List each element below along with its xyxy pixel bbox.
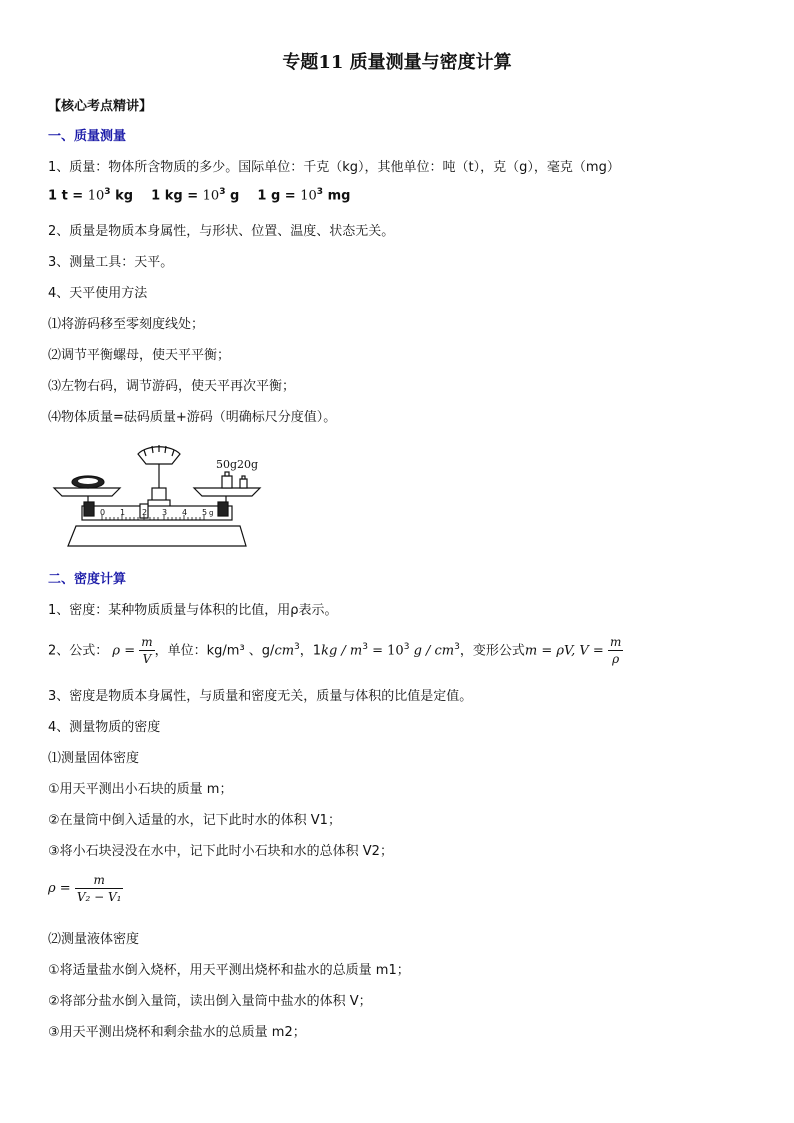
conv-t-base: 10 xyxy=(87,188,105,204)
formula-conv-c: = 10 xyxy=(372,643,404,659)
formula-fraction xyxy=(139,634,154,667)
conv-t: 1 t = xyxy=(48,188,84,204)
conv-t-unit: kg xyxy=(115,188,134,204)
formula-derived: ，变形公式 xyxy=(459,643,525,659)
scale-tick-4: 4 xyxy=(182,508,188,517)
conv-kg: 1 kg = xyxy=(151,188,199,204)
formula-units: ，单位：kg/m³ 、g/ xyxy=(154,643,275,659)
scale-tick-1: 1 xyxy=(120,508,126,517)
section-heading-mass: 一、质量测量 xyxy=(48,129,127,144)
conv-t-exp: 3 xyxy=(104,187,111,197)
conv-kg-exp: 3 xyxy=(219,187,226,197)
core-label: 【核心考点精讲】 xyxy=(48,99,153,114)
section-heading-density: 二、密度计算 xyxy=(48,572,127,587)
solid-formula-fraction xyxy=(75,872,124,905)
density-definition: 1、密度：某种物质质量与体积的比值，用ρ表示。 xyxy=(48,603,338,618)
balance-base xyxy=(68,526,246,546)
weight-50g xyxy=(222,476,232,488)
solid-density-title: ⑴测量固体密度 xyxy=(48,751,140,766)
page-title: 专题11 质量测量与密度计算 xyxy=(282,52,512,73)
formula-denominator: V xyxy=(142,652,152,667)
solid-formula-denominator: V₂ − V₁ xyxy=(76,890,122,904)
conv-g: 1 g = xyxy=(257,188,296,204)
formula-rho: ρ = xyxy=(112,643,136,659)
solid-step-2: ②在量筒中倒入适量的水，记下此时水的体积 V1； xyxy=(48,813,341,828)
liquid-density-title: ⑵测量液体密度 xyxy=(48,932,140,947)
mass-tool: 3、测量工具：天平。 xyxy=(48,255,174,270)
formula-m-eq: m = ρV, V = xyxy=(524,643,604,659)
solid-step-3: ③将小石块浸没在水中，记下此时小石块和水的总体积 V2； xyxy=(48,844,393,859)
formula-conv-b: kg / m xyxy=(321,643,363,659)
conv-g-unit: mg xyxy=(327,188,351,204)
left-nut xyxy=(84,502,94,516)
solid-formula-rho: ρ = xyxy=(48,881,71,896)
solid-formula-numerator: m xyxy=(75,872,124,889)
formula-numerator: m xyxy=(141,635,153,650)
formula-prefix: 2、公式： xyxy=(48,643,109,659)
density-property: 3、密度是物质本身属性，与质量和密度无关，质量与体积的比值是定值。 xyxy=(48,689,473,704)
liquid-step-1: ①将适量盐水倒入烧杯，用天平测出烧杯和盐水的总质量 m1； xyxy=(48,963,410,978)
scale-tick-3: 3 xyxy=(162,508,168,517)
step-2: ⑵调节平衡螺母，使天平平衡； xyxy=(48,348,231,363)
scale-tick-5: 5 xyxy=(202,508,208,517)
formula-conv-a: ，1 xyxy=(299,643,322,659)
mass-definition: 1、质量：物体所含物质的多少。国际单位：千克（kg），其他单位：吨（t），克（g），毫克（mg） xyxy=(48,160,620,175)
formula-derived-numerator: m xyxy=(609,635,622,650)
right-nut xyxy=(218,502,228,516)
left-pan xyxy=(54,488,120,496)
conv-g-exp: 3 xyxy=(316,187,324,197)
step-3: ⑶左物右码，调节游码，使天平再次平衡； xyxy=(48,379,296,394)
right-pan xyxy=(194,488,260,496)
measure-density-heading: 4、测量物质的密度 xyxy=(48,720,161,735)
solid-step-1: ①用天平测出小石块的质量 m； xyxy=(48,782,233,797)
conv-kg-base: 10 xyxy=(202,188,220,204)
weight-20g xyxy=(240,479,247,488)
mass-property: 2、质量是物质本身属性，与形状、位置、温度、状态无关。 xyxy=(48,224,395,239)
scale-tick-2: 2 xyxy=(142,508,148,517)
solid-density-formula xyxy=(48,872,123,905)
formula-conv-d: g / cm xyxy=(413,643,455,659)
balance-usage-heading: 4、天平使用方法 xyxy=(48,286,148,301)
scale-tick-0: 0 xyxy=(100,508,106,517)
formula-derived-fraction xyxy=(608,634,623,667)
formula-units-exp: 3 xyxy=(294,642,300,652)
density-formula-line: 2、公式： ρ = $\frac{m}{V}$ ，单位：kg/m³ 、$g/cm^3$，$1kg / m^3 = 10^3$ g / $cm^3$，变形公式m = ρV, V = $\frac{m}{\rho}$ xyxy=(48,635,622,667)
weights-label: 50g20g xyxy=(216,458,259,471)
scale-unit: g xyxy=(209,509,214,517)
step-4: ⑷物体质量=砝码质量+游码（明确标尺分度值）。 xyxy=(48,410,337,425)
conv-g-base: 10 xyxy=(300,188,317,204)
formula-units-cm: cm xyxy=(274,643,295,659)
balance-illustration xyxy=(48,436,268,552)
step-1: ⑴将游码移至零刻度线处； xyxy=(48,317,205,332)
liquid-step-2: ②将部分盐水倒入量筒，读出倒入量筒中盐水的体积 V； xyxy=(48,994,372,1009)
liquid-step-3: ③用天平测出烧杯和剩余盐水的总质量 m2； xyxy=(48,1025,306,1040)
unit-conversions xyxy=(48,187,350,203)
formula-derived-denominator: ρ xyxy=(612,652,620,667)
conv-kg-unit: g xyxy=(229,188,240,204)
